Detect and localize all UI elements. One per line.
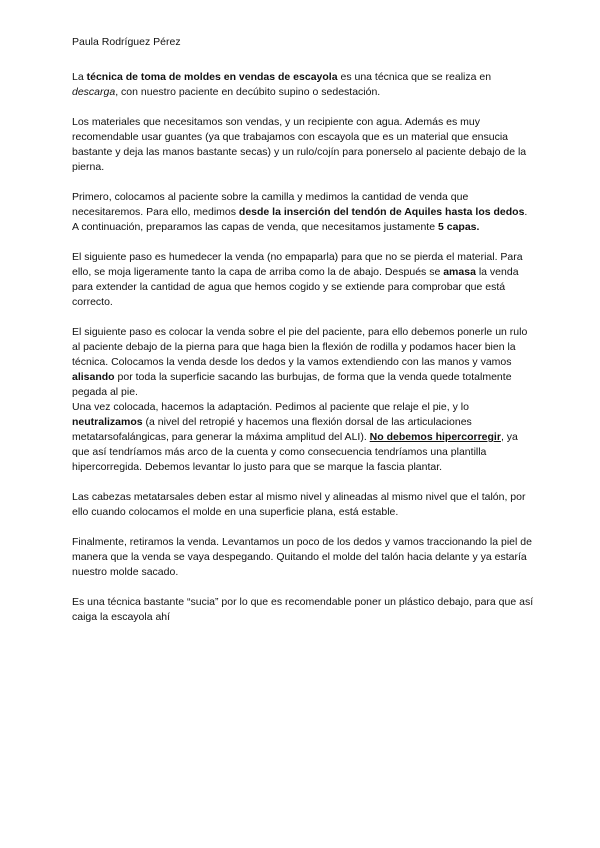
text-run: La <box>72 71 87 83</box>
text-run: la venda para extender la cantidad de agua que hemos cogido y se extiende para comprobar que está correcto. <box>72 266 519 308</box>
text-run: , con nuestro paciente en decúbito supino o sedestación. <box>115 86 381 98</box>
bold-term: 5 capas. <box>437 221 480 233</box>
text-run: , ya que así tendríamos más arco de la cuenta y como consecuencia tendríamos una plantilla hipercorregida. Debemos levantar lo justo para que se marque la fascia plantar. <box>72 431 518 473</box>
bold-term: alisando <box>72 371 115 383</box>
paragraph-note: Es una técnica bastante “sucia” por lo que es recomendable poner un plástico debajo, para que así caiga la escayola ahí <box>72 596 534 623</box>
text-run: A continuación, preparamos las capas de venda, que necesitamos justamente <box>72 221 438 233</box>
text-run: (a nivel del retropié y hacemos una flexión dorsal de las articulaciones metatarsofalángicas, para generar la máxima amplitud del ALI). <box>72 416 472 443</box>
paragraph-metatarsal: Las cabezas metatarsales deben estar al mismo nivel y alineadas al mismo nivel que el talón, por ello cuando colocamos el molde en una superficie plana, está estable. <box>72 491 526 518</box>
paragraph-adaptation <box>72 400 534 475</box>
paragraph-materials: Los materiales que necesitamos son vendas, y un recipiente con agua. Además es muy recomendable usar guantes (ya que trabajamos con escayola que es un material que ensucia bastante y deja las manos bastante secas) y un rulo/cojín para ponerselo al paciente debajo de la pierna. <box>72 116 527 173</box>
paragraph-intro <box>72 70 534 100</box>
bold-underlined-warning: No debemos hipercorregir <box>369 431 501 443</box>
text-run: Una vez colocada, hacemos la adaptación. Pedimos al paciente que relaje el pie, y lo <box>72 401 469 413</box>
text-run: Primero, colocamos al paciente sobre la camilla y medimos la cantidad de venda que necesitaremos. Para ello, medimos <box>72 191 469 218</box>
text-run: por toda la superficie sacando las burbujas, de forma que la venda quede totalmente pegada al pie. <box>72 371 512 398</box>
bold-term: desde la inserción del tendón de Aquiles hasta los dedos <box>238 206 525 218</box>
paragraph-remove: Finalmente, retiramos la venda. Levantamos un poco de los dedos y vamos traccionando la piel de manera que la venda se vaya despegando. Quitando el molde del talón hacia delante y ya estaría nuestro molde sacado. <box>72 536 532 578</box>
paragraph-measure <box>72 190 534 220</box>
paragraph-layers <box>72 220 534 235</box>
paragraph-place-bandage <box>72 325 534 400</box>
text-run: es una técnica que se realiza en <box>337 71 492 83</box>
paragraph-moisten <box>72 250 534 310</box>
bold-term: neutralizamos <box>72 416 143 428</box>
document-body <box>72 70 534 640</box>
text-run: El siguiente paso es humedecer la venda (no empaparla) para que no se pierda el material. Para ello, se moja ligeramente tanto la capa de arriba como la de abajo. Después se <box>72 251 523 278</box>
bold-term: amasa <box>443 266 476 278</box>
bold-term: técnica de toma de moldes en vendas de escayola <box>86 71 338 83</box>
text-run: . <box>524 206 528 218</box>
author-name: Paula Rodríguez Pérez <box>72 36 181 48</box>
italic-term: descarga <box>72 86 116 98</box>
text-run: El siguiente paso es colocar la venda sobre el pie del paciente, para ello debemos ponerle un rulo al paciente debajo de la pierna para que haga bien la flexión de rodilla y podamos hacer bien la técnica. Colocamos la venda desde los dedos y la vamos extendiendo con las manos y vamos <box>72 326 528 368</box>
